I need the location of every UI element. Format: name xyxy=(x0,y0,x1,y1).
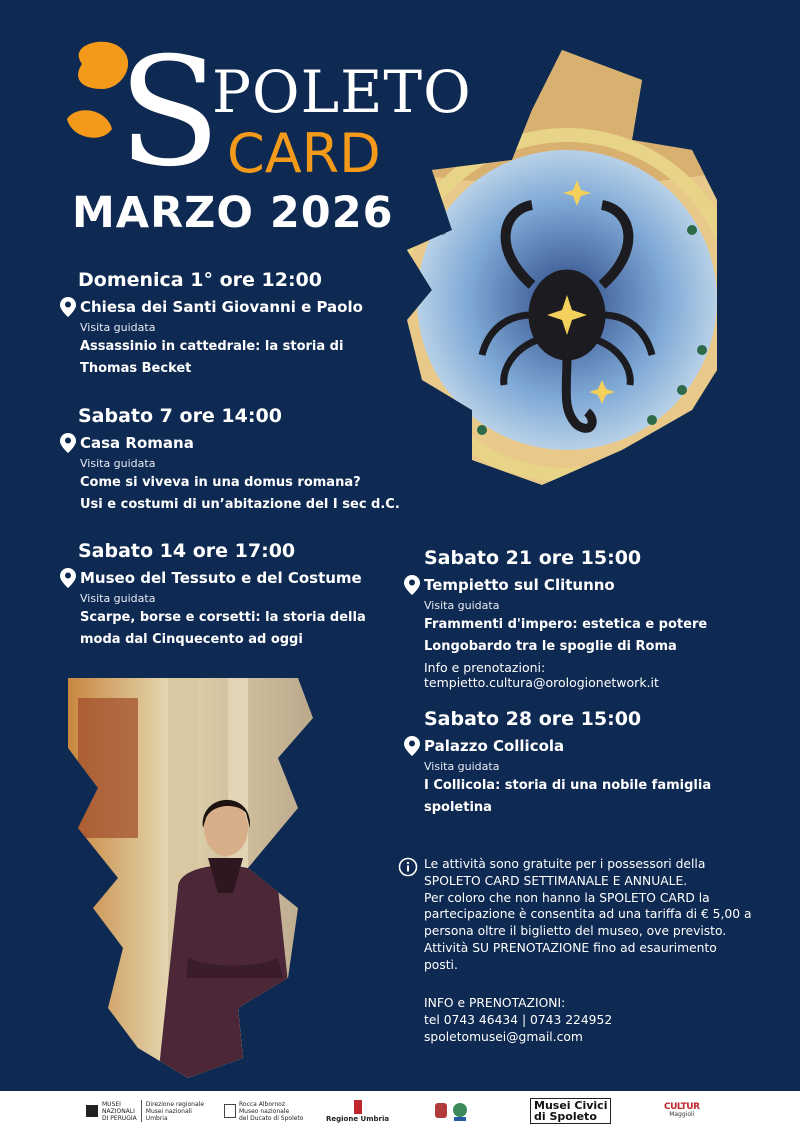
event-place-name: Chiesa dei Santi Giovanni e Paolo xyxy=(80,298,363,316)
municipal-crests-icon xyxy=(432,1098,472,1124)
logo-poleto: POLETO xyxy=(212,58,472,126)
footer-logo-text: Maggioli xyxy=(669,1111,695,1118)
event-place xyxy=(404,736,764,756)
event-title-line: Come si viveva in una domus romana? xyxy=(80,475,361,490)
footer-logo-text: CULTUR xyxy=(664,1102,700,1112)
logo-card: CARD xyxy=(227,122,381,185)
logo-letter-s: S xyxy=(118,26,221,200)
event-title-line: moda dal Cinquecento ad oggi xyxy=(80,632,303,647)
event-title xyxy=(424,614,784,658)
event-title-line: Frammenti d'impero: estetica e potere xyxy=(424,617,708,632)
info-notice xyxy=(398,856,768,974)
event-3 xyxy=(60,538,400,651)
footer-logo-text: Rocca Albornoz xyxy=(239,1100,285,1108)
sponsor-footer xyxy=(0,1091,800,1131)
location-pin-icon xyxy=(60,297,76,317)
info-line: posti. xyxy=(424,957,458,972)
event-title xyxy=(80,607,400,651)
event-place-name: Palazzo Collicola xyxy=(424,737,565,755)
event-title-line: spoletina xyxy=(424,800,492,815)
regione-umbria-logo xyxy=(326,1097,389,1125)
event-place xyxy=(60,297,400,317)
contact-title: INFO e PRENOTAZIONI: xyxy=(424,996,566,1010)
event-place xyxy=(60,433,420,453)
footer-logo-text: del Ducato di Spoleto xyxy=(239,1114,304,1122)
contact-info xyxy=(424,995,612,1046)
musei-civici-spoleto-logo xyxy=(530,1098,611,1124)
location-pin-icon xyxy=(404,575,420,595)
event-date: Sabato 21 ore 15:00 xyxy=(424,547,642,569)
event-title-line: Scarpe, borse e corsetti: la storia della xyxy=(80,610,366,625)
event-title xyxy=(80,336,400,380)
event-type: Visita guidata xyxy=(80,457,156,470)
location-pin-icon xyxy=(60,433,76,453)
footer-logo-text: MUSEI xyxy=(102,1100,121,1108)
cultur-maggioli-logo xyxy=(664,1097,700,1125)
footer-logo-text: Museo nazionale xyxy=(239,1107,290,1115)
event-5 xyxy=(404,706,764,819)
info-line: Per coloro che non hanno la SPOLETO CARD la xyxy=(424,890,710,905)
event-1 xyxy=(60,267,400,380)
event-place-name: Museo del Tessuto e del Costume xyxy=(80,569,362,587)
event-date: Sabato 28 ore 15:00 xyxy=(424,708,642,730)
info-row xyxy=(398,856,768,974)
info-line: Le attività sono gratuite per i possessori della xyxy=(424,857,706,871)
event-type: Visita guidata xyxy=(80,592,156,605)
scorpion-embroidery-image xyxy=(392,50,732,490)
portrait-painting-image xyxy=(68,678,318,1078)
event-type: Visita guidata xyxy=(424,599,500,612)
rocca-albornoz-mark-icon xyxy=(224,1104,236,1118)
event-date: Sabato 7 ore 14:00 xyxy=(78,405,282,427)
comune-spoleto-logo xyxy=(432,1097,472,1125)
event-4 xyxy=(404,545,784,690)
musei-nazionali-mark-icon xyxy=(86,1105,98,1117)
info-line: persona oltre il biglietto del museo, ove previsto. xyxy=(424,924,727,939)
rocca-albornoz-logo xyxy=(224,1097,303,1125)
event-date: Sabato 14 ore 17:00 xyxy=(78,540,296,562)
info-icon xyxy=(398,857,418,877)
event-title-line: Assassinio in cattedrale: la storia di xyxy=(80,339,344,354)
info-line: Attività SU PRENOTAZIONE fino ad esaurimento xyxy=(424,940,717,955)
location-pin-icon xyxy=(404,736,420,756)
info-text xyxy=(424,856,752,974)
event-place-name: Tempietto sul Clitunno xyxy=(424,576,615,594)
contact-phone[interactable]: tel 0743 46434 | 0743 224952 xyxy=(424,1013,613,1027)
divider xyxy=(141,1100,142,1122)
musei-nazionali-perugia-logo xyxy=(86,1097,204,1125)
footer-logo-text: DI PERUGIA xyxy=(102,1114,137,1122)
event-title-line: I Collicola: storia di una nobile famiglia xyxy=(424,778,712,793)
page-title: MARZO 2026 xyxy=(72,188,394,238)
event-title-line: Longobardo tra le spoglie di Roma xyxy=(424,639,677,654)
location-pin-icon xyxy=(60,568,76,588)
footer-logo-text: Musei Civici xyxy=(534,1099,608,1112)
footer-logo-text: Umbria xyxy=(145,1114,168,1122)
event-title xyxy=(80,472,420,516)
event-title-line: Usi e costumi di un’abitazione del I sec d.C. xyxy=(80,497,400,512)
event-booking-info: Info e prenotazioni: tempietto.cultura@orologionetwork.it xyxy=(424,660,659,690)
event-place xyxy=(404,575,784,595)
event-place xyxy=(60,568,400,588)
event-type: Visita guidata xyxy=(424,760,500,773)
footer-logo-text: Direzione regionale xyxy=(145,1100,205,1108)
event-title-line: Thomas Becket xyxy=(80,361,192,376)
info-line: partecipazione è consentita ad una tariffa di € 5,00 a xyxy=(424,907,752,922)
event-title xyxy=(424,775,764,819)
event-place-name: Casa Romana xyxy=(80,434,194,452)
contact-email[interactable]: spoletomusei@gmail.com xyxy=(424,1030,583,1044)
regione-umbria-mark-icon xyxy=(354,1100,362,1114)
footer-logo-text: NAZIONALI xyxy=(102,1107,135,1115)
info-line: SPOLETO CARD SETTIMANALE E ANNUALE. xyxy=(424,873,688,888)
spoleto-card-logo xyxy=(62,26,472,200)
event-2 xyxy=(60,403,420,516)
event-type: Visita guidata xyxy=(80,321,156,334)
footer-logo-text: Regione Umbria xyxy=(326,1114,390,1123)
footer-logo-text: di Spoleto xyxy=(534,1110,597,1123)
footer-logo-text: Musei nazionali xyxy=(145,1107,192,1115)
event-date: Domenica 1° ore 12:00 xyxy=(78,269,322,291)
